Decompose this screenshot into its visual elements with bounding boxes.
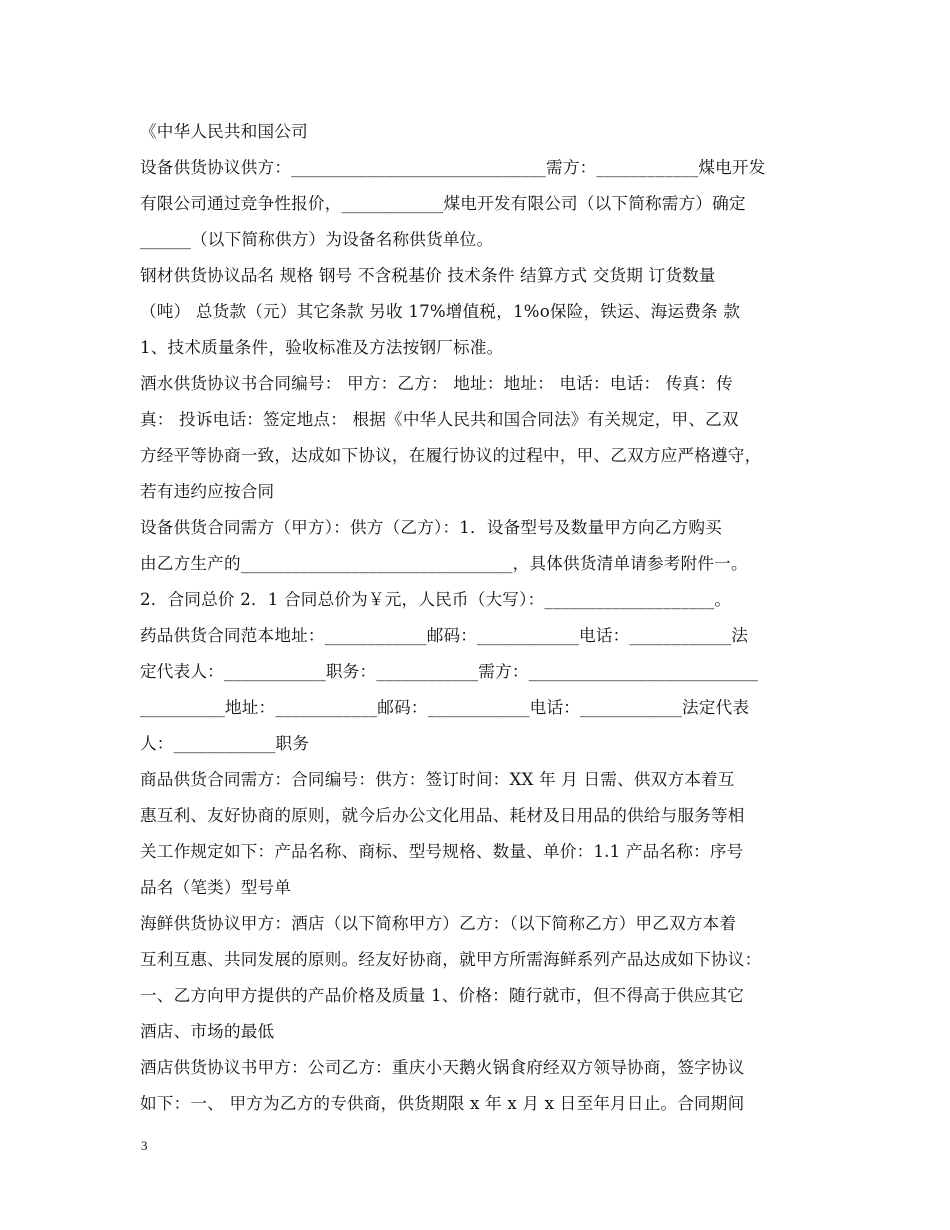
- text-line: 2．合同总价 2．1 合同总价为￥元，人民币（大写）：____________________。: [140, 590, 732, 609]
- text-line: 药品供货合同范本地址：____________邮码：____________电话：____________法: [140, 626, 749, 645]
- text-line: 1、技术质量条件，验收标准及方法按钢厂标准。: [140, 338, 504, 357]
- text-line: 如下：一、 甲方为乙方的专供商，供货期限 x 年 x 月 x 日至年月日止。合同期间: [140, 1094, 745, 1113]
- page-number: 3: [141, 1138, 148, 1153]
- text-line: 钢材供货协议品名 规格 钢号 不含税基价 技术条件 结算方式 交货期 订货数量: [140, 266, 716, 285]
- text-line: 人：____________职务: [140, 734, 310, 753]
- text-line: ______（以下简称供方）为设备名称供货单位。: [140, 230, 494, 249]
- text-line: 关工作规定如下：产品名称、商标、型号规格、数量、单价：1.1 产品名称：序号: [140, 842, 744, 861]
- text-line: （吨） 总货款（元）其它条款 另收 17%增值税，1%o保险，铁运、海运费条 款: [140, 302, 741, 321]
- text-line: 设备供货合同需方（甲方）：供方（乙方）：1．设备型号及数量甲方向乙方购买: [140, 518, 722, 537]
- text-line: 商品供货合同需方：合同编号：供方：签订时间：XX 年 月 日需、供双方本着互: [140, 770, 735, 789]
- text-line: 一、乙方向甲方提供的产品价格及质量 1、价格：随行就市，但不得高于供应其它: [140, 986, 745, 1005]
- text-line: 定代表人：____________职务：____________需方：___________________________: [140, 662, 759, 681]
- text-line: 有限公司通过竞争性报价，____________煤电开发有限公司（以下简称需方）确定: [140, 194, 746, 213]
- text-line: 酒店、市场的最低: [140, 1022, 275, 1041]
- text-line: 设备供货协议供方：______________________________需方：____________煤电开发: [140, 158, 766, 177]
- text-line: 方经平等协商一致，达成如下协议，在履行协议的过程中，甲、乙双方应严格遵守，: [140, 446, 762, 465]
- text-line: 酒店供货协议书甲方：公司乙方：重庆小天鹅火锅食府经双方领导协商，签字协议: [140, 1058, 745, 1077]
- text-line: 《中华人民共和国公司: [140, 122, 308, 141]
- text-line: 若有违约应按合同: [140, 482, 275, 501]
- text-line: __________地址：____________邮码：____________电话：____________法定代表: [140, 698, 750, 717]
- text-line: 惠互利、友好协商的原则，就今后办公文化用品、耗材及日用品的供给与服务等相: [140, 806, 745, 825]
- text-line: 品名（笔类）型号单: [140, 878, 292, 897]
- text-line: 酒水供货协议书合同编号： 甲方：乙方： 地址：地址： 电话：电话： 传真：传: [140, 374, 733, 393]
- text-line: 真： 投诉电话：签定地点： 根据《中华人民共和国合同法》有关规定，甲、乙双: [140, 410, 739, 429]
- text-line: 海鲜供货协议甲方：酒店（以下简称甲方）乙方：（以下简称乙方）甲乙双方本着: [140, 914, 737, 933]
- document-body: [140, 114, 830, 1122]
- text-line: 由乙方生产的________________________________，具体供货清单请参考附件一。: [140, 554, 748, 573]
- text-line: 互利互惠、共同发展的原则。经友好协商，就甲方所需海鲜系列产品达成如下协议：: [140, 950, 762, 969]
